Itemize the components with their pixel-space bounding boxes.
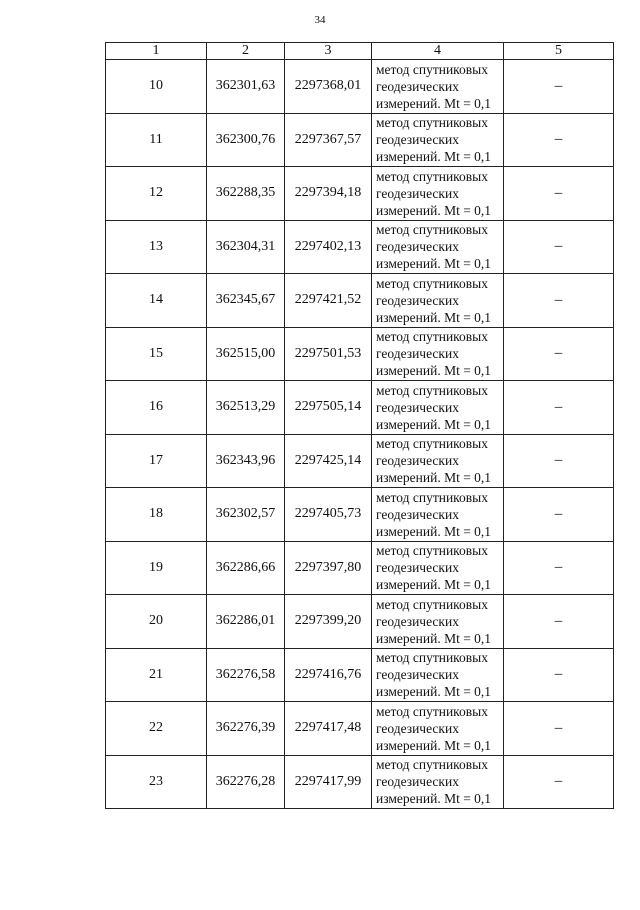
y-coordinate-cell: 2297501,53 <box>285 327 372 381</box>
header-cell-4: 4 <box>372 43 504 60</box>
y-coordinate-cell: 2297417,99 <box>285 755 372 809</box>
table-header-row <box>106 43 614 60</box>
table-row <box>106 274 614 328</box>
table-row <box>106 327 614 381</box>
table-row <box>106 702 614 756</box>
method-line: измерений. Mt = 0,1 <box>376 416 492 432</box>
note-cell: – <box>504 434 614 488</box>
method-line: измерений. Mt = 0,1 <box>376 95 492 111</box>
method-cell <box>372 755 504 809</box>
method-line: метод спутниковых <box>376 168 488 184</box>
method-line: метод спутниковых <box>376 436 488 452</box>
method-line: геодезических <box>376 453 459 469</box>
table-row <box>106 488 614 542</box>
method-line: метод спутниковых <box>376 703 488 719</box>
y-coordinate-cell: 2297425,14 <box>285 434 372 488</box>
point-number-cell: 13 <box>106 220 207 274</box>
note-cell: – <box>504 167 614 221</box>
point-number-cell: 14 <box>106 274 207 328</box>
method-line: метод спутниковых <box>376 115 488 131</box>
method-line: метод спутниковых <box>376 329 488 345</box>
method-cell <box>372 167 504 221</box>
x-coordinate-cell: 362300,76 <box>207 113 285 167</box>
method-line: геодезических <box>376 506 459 522</box>
note-cell: – <box>504 274 614 328</box>
table-row <box>106 755 614 809</box>
method-line: метод спутниковых <box>376 543 488 559</box>
method-line: геодезических <box>376 132 459 148</box>
x-coordinate-cell: 362513,29 <box>207 381 285 435</box>
method-line: измерений. Mt = 0,1 <box>376 737 492 753</box>
header-cell-3: 3 <box>285 43 372 60</box>
method-line: геодезических <box>376 560 459 576</box>
x-coordinate-cell: 362304,31 <box>207 220 285 274</box>
method-cell <box>372 541 504 595</box>
table-row <box>106 220 614 274</box>
method-line: метод спутниковых <box>376 275 488 291</box>
point-number-cell: 22 <box>106 702 207 756</box>
method-line: измерений. Mt = 0,1 <box>376 791 492 807</box>
point-number-cell: 12 <box>106 167 207 221</box>
point-number-cell: 11 <box>106 113 207 167</box>
point-number-cell: 23 <box>106 755 207 809</box>
method-line: измерений. Mt = 0,1 <box>376 363 492 379</box>
note-cell: – <box>504 60 614 114</box>
y-coordinate-cell: 2297367,57 <box>285 113 372 167</box>
table-row <box>106 113 614 167</box>
y-coordinate-cell: 2297405,73 <box>285 488 372 542</box>
x-coordinate-cell: 362302,57 <box>207 488 285 542</box>
method-cell <box>372 113 504 167</box>
x-coordinate-cell: 362286,01 <box>207 595 285 649</box>
x-coordinate-cell: 362301,63 <box>207 60 285 114</box>
y-coordinate-cell: 2297402,13 <box>285 220 372 274</box>
method-line: метод спутниковых <box>376 61 488 77</box>
method-line: метод спутниковых <box>376 757 488 773</box>
header-cell-1: 1 <box>106 43 207 60</box>
note-cell: – <box>504 595 614 649</box>
point-number-cell: 17 <box>106 434 207 488</box>
method-line: геодезических <box>376 667 459 683</box>
note-cell: – <box>504 702 614 756</box>
table-row <box>106 648 614 702</box>
method-cell <box>372 220 504 274</box>
table-row <box>106 381 614 435</box>
y-coordinate-cell: 2297368,01 <box>285 60 372 114</box>
table-row <box>106 60 614 114</box>
page-number: 34 <box>314 14 326 26</box>
method-line: измерений. Mt = 0,1 <box>376 684 492 700</box>
method-line: геодезических <box>376 185 459 201</box>
point-number-cell: 20 <box>106 595 207 649</box>
x-coordinate-cell: 362288,35 <box>207 167 285 221</box>
x-coordinate-cell: 362276,39 <box>207 702 285 756</box>
note-cell: – <box>504 488 614 542</box>
method-line: измерений. Mt = 0,1 <box>376 577 492 593</box>
method-line: метод спутниковых <box>376 650 488 666</box>
method-cell <box>372 60 504 114</box>
note-cell: – <box>504 648 614 702</box>
note-cell: – <box>504 327 614 381</box>
y-coordinate-cell: 2297416,76 <box>285 648 372 702</box>
method-line: геодезических <box>376 78 459 94</box>
y-coordinate-cell: 2297421,52 <box>285 274 372 328</box>
header-cell-2: 2 <box>207 43 285 60</box>
y-coordinate-cell: 2297394,18 <box>285 167 372 221</box>
table-row <box>106 541 614 595</box>
method-line: измерений. Mt = 0,1 <box>376 630 492 646</box>
method-cell <box>372 702 504 756</box>
method-line: геодезических <box>376 292 459 308</box>
point-number-cell: 10 <box>106 60 207 114</box>
note-cell: – <box>504 220 614 274</box>
y-coordinate-cell: 2297397,80 <box>285 541 372 595</box>
method-line: измерений. Mt = 0,1 <box>376 470 492 486</box>
method-line: метод спутниковых <box>376 596 488 612</box>
method-cell <box>372 327 504 381</box>
x-coordinate-cell: 362276,28 <box>207 755 285 809</box>
method-cell <box>372 381 504 435</box>
table-row <box>106 434 614 488</box>
method-cell <box>372 274 504 328</box>
method-cell <box>372 434 504 488</box>
table-row <box>106 167 614 221</box>
x-coordinate-cell: 362345,67 <box>207 274 285 328</box>
method-line: геодезических <box>376 399 459 415</box>
note-cell: – <box>504 113 614 167</box>
y-coordinate-cell: 2297505,14 <box>285 381 372 435</box>
header-cell-5: 5 <box>504 43 614 60</box>
method-cell <box>372 595 504 649</box>
point-number-cell: 18 <box>106 488 207 542</box>
method-line: геодезических <box>376 774 459 790</box>
method-line: метод спутниковых <box>376 222 488 238</box>
method-line: измерений. Mt = 0,1 <box>376 149 492 165</box>
note-cell: – <box>504 381 614 435</box>
table-row <box>106 595 614 649</box>
method-line: геодезических <box>376 720 459 736</box>
point-number-cell: 16 <box>106 381 207 435</box>
x-coordinate-cell: 362515,00 <box>207 327 285 381</box>
method-line: геодезических <box>376 346 459 362</box>
coordinates-table <box>105 42 614 809</box>
method-line: метод спутниковых <box>376 489 488 505</box>
y-coordinate-cell: 2297399,20 <box>285 595 372 649</box>
method-line: геодезических <box>376 613 459 629</box>
method-cell <box>372 488 504 542</box>
x-coordinate-cell: 362286,66 <box>207 541 285 595</box>
method-line: метод спутниковых <box>376 382 488 398</box>
note-cell: – <box>504 755 614 809</box>
x-coordinate-cell: 362343,96 <box>207 434 285 488</box>
method-line: измерений. Mt = 0,1 <box>376 202 492 218</box>
method-line: измерений. Mt = 0,1 <box>376 309 492 325</box>
point-number-cell: 15 <box>106 327 207 381</box>
table-body <box>106 60 614 809</box>
method-line: измерений. Mt = 0,1 <box>376 523 492 539</box>
y-coordinate-cell: 2297417,48 <box>285 702 372 756</box>
x-coordinate-cell: 362276,58 <box>207 648 285 702</box>
method-line: геодезических <box>376 239 459 255</box>
method-line: измерений. Mt = 0,1 <box>376 256 492 272</box>
point-number-cell: 19 <box>106 541 207 595</box>
note-cell: – <box>504 541 614 595</box>
method-cell <box>372 648 504 702</box>
point-number-cell: 21 <box>106 648 207 702</box>
